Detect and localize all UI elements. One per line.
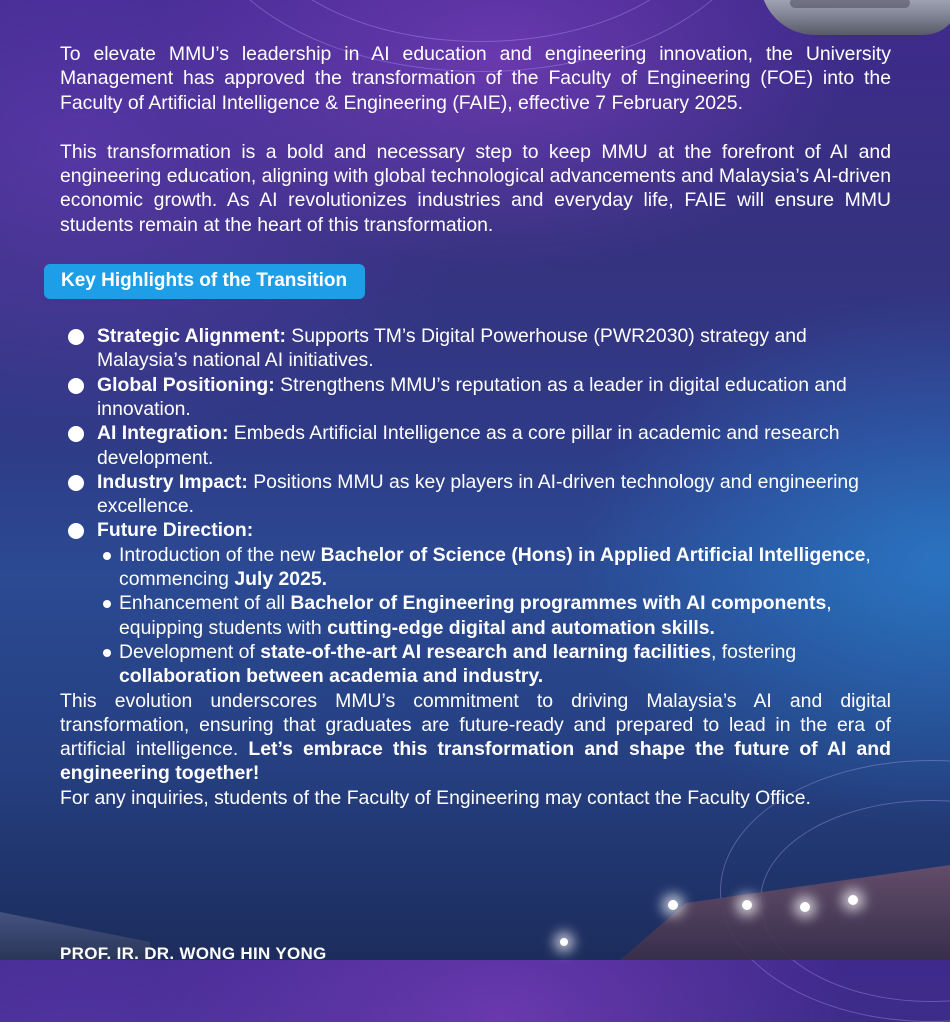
bullet-icon bbox=[68, 475, 84, 491]
campus-building-image bbox=[0, 840, 950, 960]
sub-bullet-icon bbox=[103, 649, 111, 657]
inquiry-paragraph: For any inquiries, students of the Faculty of Engineering may contact the Faculty Office. bbox=[60, 786, 811, 809]
sub-bullet-icon bbox=[103, 600, 111, 608]
closing-text: This evolution underscores MMU’s commitment to driving Malaysia’s AI and digital transformation, ensuring that graduates are future-ready and prepared to lead in the era of artificial intelligence. bbox=[60, 689, 891, 761]
bullet-icon bbox=[68, 329, 84, 345]
highlights-list bbox=[60, 324, 891, 688]
transformation-paragraph: This transformation is a bold and necessary step to keep MMU at the forefront of AI and engineering education, aligning with global technological advancements and Malaysia’s AI-driven economic growth. As AI revolutionizes industries and everyday life, FAIE will ensure MMU students remain at the heart of this transformation. bbox=[60, 140, 891, 236]
bullet-icon bbox=[68, 523, 84, 539]
future-item: Development of state-of-the-art AI research and learning facilities, fostering collaboration between academia and industry. bbox=[97, 640, 891, 689]
bullet-icon bbox=[68, 378, 84, 394]
bullet-icon bbox=[68, 426, 84, 442]
closing-call-to-action: Let’s embrace this transformation and shape the future of AI and engineering together! bbox=[60, 738, 891, 785]
signatory-name: PROF. IR. DR. WONG HIN YONG bbox=[60, 944, 327, 963]
highlight-item bbox=[60, 373, 891, 422]
sub-bullet-icon bbox=[103, 552, 111, 560]
highlight-label: Industry Impact: bbox=[97, 470, 248, 493]
highlight-text: Positions MMU as key players in AI-driven technology and engineering excellence. bbox=[97, 470, 859, 518]
intro-paragraph: To elevate MMU’s leadership in AI education and engineering innovation, the University Management has approved the transformation of the Faculty of Engineering (FOE) into the Faculty of Artificial Intelligence & Engineering (FAIE), effective 7 February 2025. bbox=[60, 43, 891, 114]
announcement-body bbox=[60, 42, 891, 810]
future-item: Enhancement of all Bachelor of Engineering programmes with AI components, equipping students with cutting-edge digital and automation skills. bbox=[97, 591, 891, 640]
future-item: Introduction of the new Bachelor of Science (Hons) in Applied Artificial Intelligence, commencing July 2025. bbox=[97, 543, 891, 592]
highlight-item bbox=[60, 518, 891, 688]
highlight-item bbox=[60, 324, 891, 373]
highlight-text: Supports TM’s Digital Powerhouse (PWR2030) strategy and Malaysia’s national AI initiatives. bbox=[97, 325, 807, 372]
highlight-text: Embeds Artificial Intelligence as a core pillar in academic and research development. bbox=[97, 422, 840, 469]
future-direction-list bbox=[97, 543, 891, 689]
robot-hand-image bbox=[760, 0, 950, 35]
highlight-label: AI Integration: bbox=[97, 422, 229, 445]
highlight-item bbox=[60, 470, 891, 519]
highlights-heading-badge: Key Highlights of the Transition bbox=[44, 264, 365, 299]
closing-paragraph bbox=[60, 689, 891, 786]
highlight-label: Global Positioning: bbox=[97, 373, 275, 396]
highlight-label: Future Direction: bbox=[97, 519, 254, 542]
highlight-text: Strengthens MMU’s reputation as a leader in digital education and innovation. bbox=[97, 373, 847, 420]
highlight-label: Strategic Alignment: bbox=[97, 325, 286, 348]
highlight-item bbox=[60, 421, 891, 470]
